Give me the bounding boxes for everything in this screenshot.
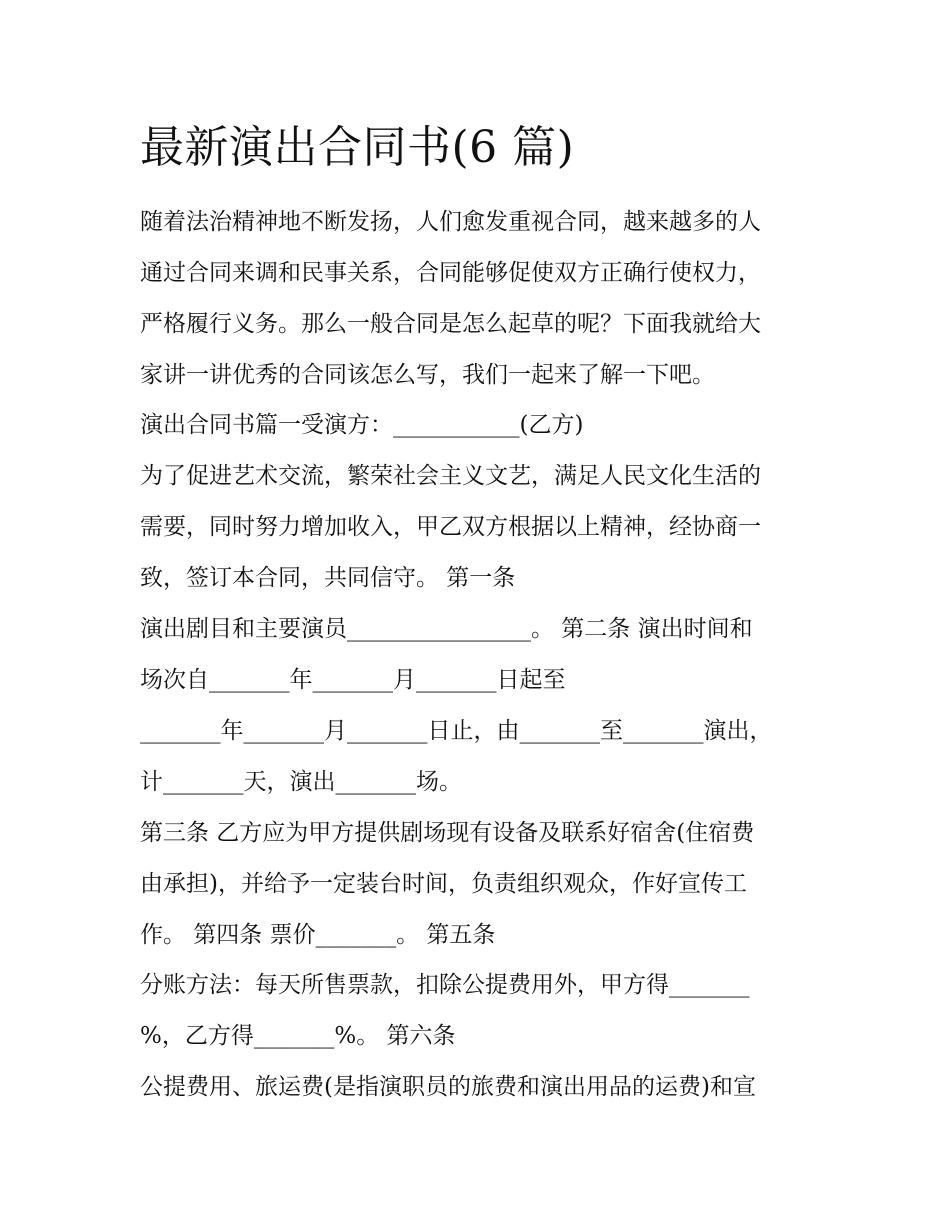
body-line: 分账方法：每天所售票款，扣除公提费用外，甲方得_______ (140, 972, 750, 998)
body-line: 需要，同时努力增加收入，甲乙双方根据以上精神，经协商一 (140, 514, 761, 540)
body-line: 计_______天，演出_______场。 (140, 769, 462, 795)
body-line: 演出合同书篇一受演方：___________(乙方) (140, 412, 584, 438)
body-line: 演出剧目和主要演员________________。 第二条 演出时间和 (140, 616, 753, 642)
body-line: 由承担)，并给予一定装台时间，负责组织观众，作好宣传工 (140, 871, 747, 897)
document-title: 最新演出合同书(6 篇) (140, 122, 575, 173)
body-line: 通过合同来调和民事关系，合同能够促使双方正确行使权力， (140, 260, 761, 286)
body-line: 严格履行义务。那么一般合同是怎么起草的呢？下面我就给大 (140, 311, 761, 337)
body-line: 第三条 乙方应为甲方提供剧场现有设备及联系好宿舍(住宿费 (140, 820, 755, 846)
body-line: 家讲一讲优秀的合同该怎么写，我们一起来了解一下吧。 (140, 362, 715, 388)
body-line: 场次自_______年_______月_______日起至 (140, 667, 566, 693)
body-line: 随着法治精神地不断发扬，人们愈发重视合同，越来越多的人 (140, 209, 761, 235)
body-line: 为了促进艺术交流，繁荣社会主义文艺，满足人民文化生活的 (140, 463, 761, 489)
body-line: 作。 第四条 票价_______。 第五条 (140, 922, 496, 948)
body-line: 公提费用、旅运费(是指演职员的旅费和演出用品的运费)和宣 (140, 1074, 756, 1100)
body-line: %，乙方得_______%。 第六条 (140, 1023, 456, 1049)
body-line: _______年_______月_______日止，由_______至_______演出， (140, 718, 773, 744)
body-line: 致，签订本合同，共同信守。 第一条 (140, 565, 516, 591)
